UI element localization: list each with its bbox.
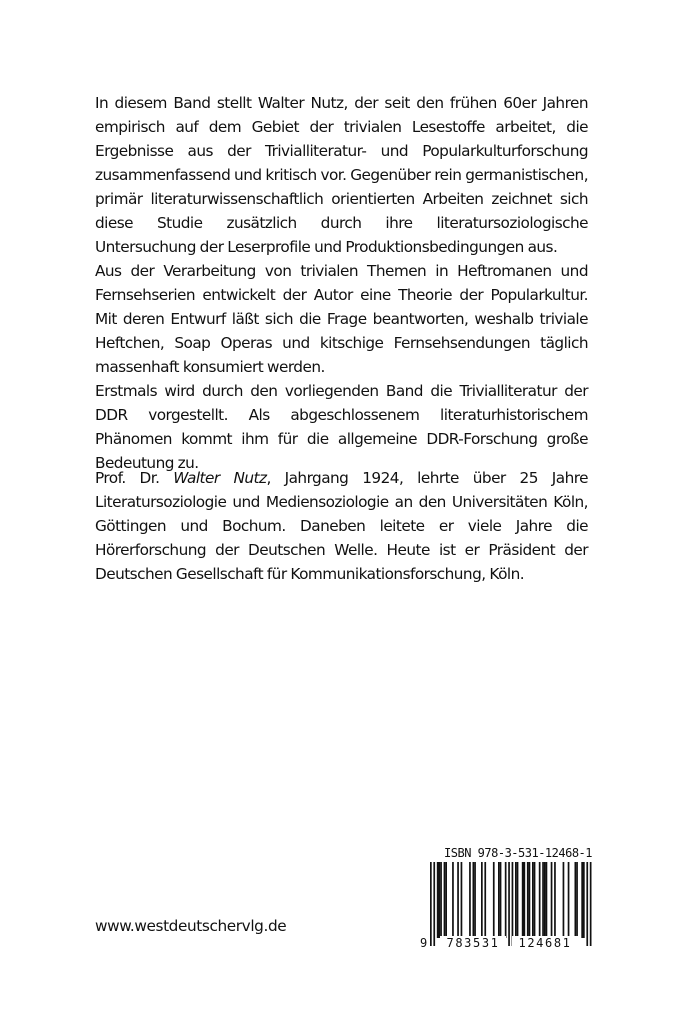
- author-bio-paragraph: [95, 466, 588, 586]
- isbn-label: ISBN 978-3-531-12468-1: [444, 846, 592, 860]
- barcode-bar: [439, 862, 441, 938]
- barcode-bar: [512, 862, 514, 946]
- author-bio-text: , Jahrgang 1924, lehrte über 25 Jahre Literatursoziologie und Mediensoziologie an den Universitäten Köln, Göttingen und Bochum. Daneben leitete er viele Jahre die Hörerforschung der Deutschen Welle. Heute ist er Präsident der Deutschen Gesellschaft für Kommunikationsforschung, Köln.: [95, 469, 588, 583]
- barcode-bar: [445, 862, 447, 938]
- barcode-bar: [534, 862, 536, 938]
- barcode-bar: [581, 862, 583, 938]
- description-paragraph: In diesem Band stellt Walter Nutz, der seit den frühen 60er Jahren empirisch auf dem Gebiet der trivialen Lesestoffe arbeitet, die Ergebnisse aus der Trivialliteratur- und Popularkulturforschung zusammenfassend und kritisch vor. Gegenüber rein germanistischen, primär literaturwissenschaftlich orientierten Arbeiten zeichnet sich diese Studie zusätzlich durch ihre literatursoziologische Untersuchung der Leserprofile und Produktionsbedingungen aus.: [95, 94, 589, 256]
- barcode-bar: [554, 862, 556, 938]
- barcode-digits-right: 124681: [512, 936, 578, 950]
- barcode-bar: [583, 862, 585, 938]
- barcode-bar: [527, 862, 529, 938]
- barcode-bar: [430, 862, 432, 946]
- barcode-bar: [524, 862, 526, 938]
- barcode-bar: [498, 862, 500, 938]
- barcode-bar: [551, 862, 553, 938]
- barcode-bar: [532, 862, 534, 938]
- barcode-bar: [563, 862, 565, 938]
- barcode-bar: [515, 862, 517, 938]
- barcode-bar: [500, 862, 502, 938]
- barcode-bar: [544, 862, 546, 938]
- barcode-digits-left: 783531: [440, 936, 506, 950]
- barcode-bar: [461, 862, 463, 938]
- barcode-bar: [493, 862, 495, 938]
- barcode-bar: [529, 862, 531, 938]
- description-block: [95, 91, 588, 475]
- author-bio-block: [95, 466, 588, 586]
- barcode-digit-first: 9: [420, 936, 428, 950]
- barcode-bar: [539, 862, 541, 938]
- barcode-bar: [590, 862, 592, 946]
- barcode-bar: [508, 862, 510, 946]
- barcode-bar: [437, 862, 439, 938]
- barcode-bar: [517, 862, 519, 938]
- author-name: Walter Nutz: [173, 469, 267, 487]
- barcode-bar: [522, 862, 524, 938]
- barcode-bar: [440, 862, 442, 938]
- barcode-bar: [474, 862, 476, 938]
- barcode-bar: [484, 862, 486, 938]
- barcode-bar: [473, 862, 475, 938]
- barcode-bar: [542, 862, 544, 938]
- barcode-bar: [586, 862, 588, 946]
- author-title: Prof. Dr.: [95, 469, 174, 487]
- barcode-bar: [568, 862, 570, 938]
- barcode-bar: [469, 862, 471, 938]
- description-paragraph: Aus der Verarbeitung von trivialen Themen in Heftromanen und Fernsehserien entwickelt der Autor eine Theorie der Popularkultur. Mit deren Entwurf läßt sich die Frage beantworten, weshalb triviale Heftchen, Soap Operas und kitschige Fernsehsendungen täglich massenhaft konsumiert werden.: [95, 262, 588, 376]
- barcode-digits: [418, 936, 594, 950]
- barcode-bar: [576, 862, 578, 938]
- barcode-bar: [444, 862, 446, 938]
- barcode-bar: [505, 862, 507, 938]
- barcode-bar: [457, 862, 459, 938]
- barcode-bar: [546, 862, 548, 938]
- description-paragraph: Erstmals wird durch den vorliegenden Band die Trivialliteratur der DDR vorgestellt. Als abgeschlossenem literaturhistorischem Phänomen kommt ihm für die allgemeine DDR-Forschung große Bedeutung zu.: [95, 382, 588, 472]
- barcode-bar: [481, 862, 483, 938]
- barcode-bar: [433, 862, 435, 946]
- publisher-website: www.westdeutschervlg.de: [95, 917, 287, 935]
- barcode-bar: [575, 862, 577, 938]
- barcode-bar: [452, 862, 454, 938]
- isbn-barcode: [418, 860, 594, 950]
